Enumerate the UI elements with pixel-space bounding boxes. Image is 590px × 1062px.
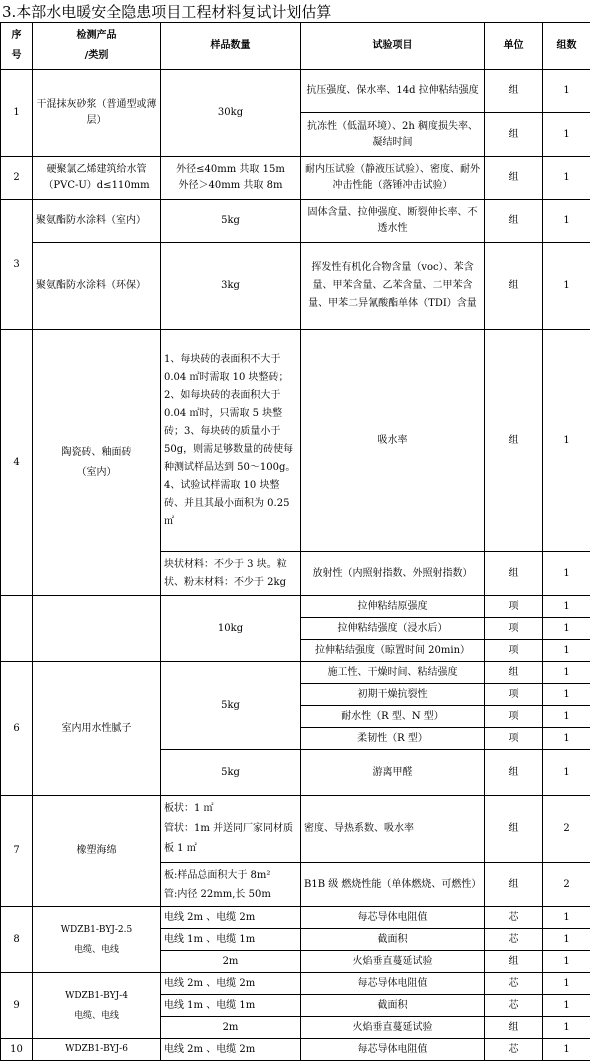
- test-cell: 每芯导体电阻值: [301, 973, 485, 995]
- unit-cell: 组: [485, 113, 543, 157]
- seq-cell: 3: [1, 200, 33, 330]
- test-cell: 施工性、干燥时间、粘结强度: [301, 662, 485, 684]
- test-cell: 每芯导体电阻值: [301, 907, 485, 929]
- test-cell: 游离甲醛: [301, 750, 485, 796]
- unit-cell: 项: [485, 684, 543, 706]
- product-cell: 陶瓷砖、釉面砖 （室内）: [33, 330, 161, 596]
- unit-cell: 组: [485, 951, 543, 973]
- qty-cell: 外径≤40mm 共取 15m 外径＞40mm 共取 8m: [161, 157, 301, 200]
- qty-cell: 3kg: [161, 243, 301, 330]
- seq-cell: 4: [1, 330, 33, 596]
- test-cell: 每芯导体电阻值: [301, 1039, 485, 1061]
- material-test-table: [0, 22, 590, 1061]
- unit-cell: 芯: [485, 907, 543, 929]
- test-cell: 固体含量、拉伸强度、断裂伸长率、不透水性: [301, 200, 485, 243]
- unit-cell: 组: [485, 796, 543, 863]
- header-seq: 序 号: [1, 23, 33, 70]
- groups-cell: 1: [543, 200, 590, 243]
- groups-cell: 1: [543, 973, 590, 995]
- header-unit: 单位: [485, 23, 543, 70]
- test-cell: 火焰垂直蔓延试验: [301, 1017, 485, 1039]
- product-cell: 室内用水性腻子: [33, 662, 161, 796]
- groups-cell: 1: [543, 157, 590, 200]
- unit-cell: 组: [485, 552, 543, 596]
- unit-cell: 项: [485, 706, 543, 728]
- unit-cell: 组: [485, 157, 543, 200]
- table-row: [1, 796, 590, 863]
- test-cell: 截面积: [301, 995, 485, 1017]
- unit-cell: 芯: [485, 995, 543, 1017]
- test-cell: 密度、导热系数、吸水率: [301, 796, 485, 863]
- unit-cell: 组: [485, 1017, 543, 1039]
- unit-cell: 项: [485, 618, 543, 640]
- unit-cell: 芯: [485, 1039, 543, 1061]
- test-cell: 放射性（内照射指数、外照射指数）: [301, 552, 485, 596]
- seq-cell: 6: [1, 662, 33, 796]
- test-cell: 吸水率: [301, 330, 485, 552]
- groups-cell: 2: [543, 796, 590, 863]
- table-row: [1, 662, 590, 684]
- unit-cell: 项: [485, 728, 543, 750]
- test-cell: 耐内压试验（静液压试验）、密度、耐外冲击性能（落锤冲击试验）: [301, 157, 485, 200]
- header-test: 试验项目: [301, 23, 485, 70]
- qty-cell: 块状材料：不少于 3 块。粒状、粉末材料：不少于 2kg: [161, 552, 301, 596]
- unit-cell: 芯: [485, 929, 543, 951]
- qty-cell: 2m: [161, 951, 301, 973]
- header-qty: 样品数量: [161, 23, 301, 70]
- groups-cell: 1: [543, 728, 590, 750]
- groups-cell: 1: [543, 929, 590, 951]
- table-row: [1, 330, 590, 552]
- qty-cell: 电线 2m 、电缆 2m: [161, 907, 301, 929]
- table-row: [1, 200, 590, 243]
- test-cell: 柔韧性（R 型）: [301, 728, 485, 750]
- table-row: [1, 907, 590, 929]
- qty-cell: 30kg: [161, 70, 301, 157]
- product-cell: 聚氨酯防水涂料（环保）: [33, 243, 161, 330]
- product-cell: 硬聚氯乙烯建筑给水管（PVC-U）d≤110mm: [33, 157, 161, 200]
- groups-cell: 1: [543, 113, 590, 157]
- qty-cell: 板:样品总面积大于 8m² 管:内径 22mm,长 50m: [161, 863, 301, 907]
- product-cell: 橡塑海绵: [33, 796, 161, 907]
- unit-cell: 项: [485, 640, 543, 662]
- seq-cell: 8: [1, 907, 33, 973]
- groups-cell: 1: [543, 640, 590, 662]
- test-cell: 拉伸粘结原强度: [301, 596, 485, 618]
- groups-cell: 1: [543, 750, 590, 796]
- groups-cell: 1: [543, 1039, 590, 1061]
- table-row: [1, 70, 590, 113]
- groups-cell: 1: [543, 618, 590, 640]
- unit-cell: 组: [485, 243, 543, 330]
- groups-cell: 1: [543, 552, 590, 596]
- unit-cell: 芯: [485, 973, 543, 995]
- page-title: 3.本部水电暖安全隐患项目工程材料复试计划估算: [2, 3, 332, 21]
- qty-cell: 2m: [161, 1017, 301, 1039]
- groups-cell: 1: [543, 243, 590, 330]
- qty-cell: 电线 1m 、电缆 1m: [161, 929, 301, 951]
- seq-cell: [1, 596, 33, 662]
- unit-cell: 项: [485, 596, 543, 618]
- groups-cell: 1: [543, 951, 590, 973]
- unit-cell: 组: [485, 750, 543, 796]
- product-cell: 干混抹灰砂浆（普通型或薄层）: [33, 70, 161, 157]
- product-cell: WDZB1-BYJ-4 电缆、电线: [33, 973, 161, 1039]
- groups-cell: 1: [543, 596, 590, 618]
- unit-cell: 组: [485, 330, 543, 552]
- unit-cell: 组: [485, 70, 543, 113]
- groups-cell: 1: [543, 662, 590, 684]
- seq-cell: 7: [1, 796, 33, 907]
- table-row: [1, 243, 590, 330]
- test-cell: 拉伸粘结强度（浸水后）: [301, 618, 485, 640]
- qty-cell: 5kg: [161, 750, 301, 796]
- table-row: [1, 1039, 590, 1061]
- groups-cell: 1: [543, 70, 590, 113]
- test-cell: 耐水性（R 型、N 型）: [301, 706, 485, 728]
- test-cell: 抗冻性（低温环境）、2h 稠度损失率、凝结时间: [301, 113, 485, 157]
- test-cell: B1B 级 燃烧性能（单体燃烧、可燃性）: [301, 863, 485, 907]
- product-cell: [33, 596, 161, 662]
- qty-cell: 板状：1 ㎡ 管状：1m 并送同厂家同材质板 1 ㎡: [161, 796, 301, 863]
- product-cell: 聚氨酯防水涂料（室内）: [33, 200, 161, 243]
- table-row: [1, 596, 590, 618]
- unit-cell: 组: [485, 200, 543, 243]
- qty-cell: 5kg: [161, 662, 301, 750]
- header-row: [1, 23, 590, 70]
- qty-cell: 10kg: [161, 596, 301, 662]
- seq-cell: 1: [1, 70, 33, 157]
- test-cell: 初期干燥抗裂性: [301, 684, 485, 706]
- qty-cell: 1、每块砖的表面积不大于 0.04 ㎡时需取 10 块整砖；2、如每块砖的表面积大于 0.04 ㎡时，只需取 5 块整砖；3、每块砖的质量小于 50g，则需足够数量的砖使每种测试样品达到 50～100g。4、试验试样需取 10 块整砖、并且其最小面积为 0.25 ㎡: [161, 330, 301, 552]
- groups-cell: 1: [543, 1017, 590, 1039]
- unit-cell: 组: [485, 662, 543, 684]
- test-cell: 截面积: [301, 929, 485, 951]
- table-row: [1, 157, 590, 200]
- test-cell: 火焰垂直蔓延试验: [301, 951, 485, 973]
- seq-cell: 10: [1, 1039, 33, 1061]
- seq-cell: 9: [1, 973, 33, 1039]
- groups-cell: 1: [543, 907, 590, 929]
- groups-cell: 1: [543, 330, 590, 552]
- test-cell: 拉伸粘结强度（晾置时间 20min）: [301, 640, 485, 662]
- product-cell: WDZB1-BYJ-6: [33, 1039, 161, 1061]
- unit-cell: 组: [485, 863, 543, 907]
- qty-cell: 5kg: [161, 200, 301, 243]
- qty-cell: 电线 2m 、电缆 2m: [161, 973, 301, 995]
- header-product: 检测产品 /类别: [33, 23, 161, 70]
- qty-cell: 电线 1m 、电缆 1m: [161, 995, 301, 1017]
- groups-cell: 1: [543, 995, 590, 1017]
- qty-cell: 电线 2m 、电缆 2m: [161, 1039, 301, 1061]
- test-cell: 抗压强度、保水率、14d 拉伸粘结强度: [301, 70, 485, 113]
- header-groups: 组数: [543, 23, 590, 70]
- table-row: [1, 973, 590, 995]
- test-cell: 挥发性有机化合物含量（voc）、苯含量、甲苯含量、乙苯含量、二甲苯含量、甲苯二异氰酸酯单体（TDI）含量: [301, 243, 485, 330]
- groups-cell: 2: [543, 863, 590, 907]
- groups-cell: 1: [543, 706, 590, 728]
- product-cell: WDZB1-BYJ-2.5 电缆、电线: [33, 907, 161, 973]
- groups-cell: 1: [543, 684, 590, 706]
- seq-cell: 2: [1, 157, 33, 200]
